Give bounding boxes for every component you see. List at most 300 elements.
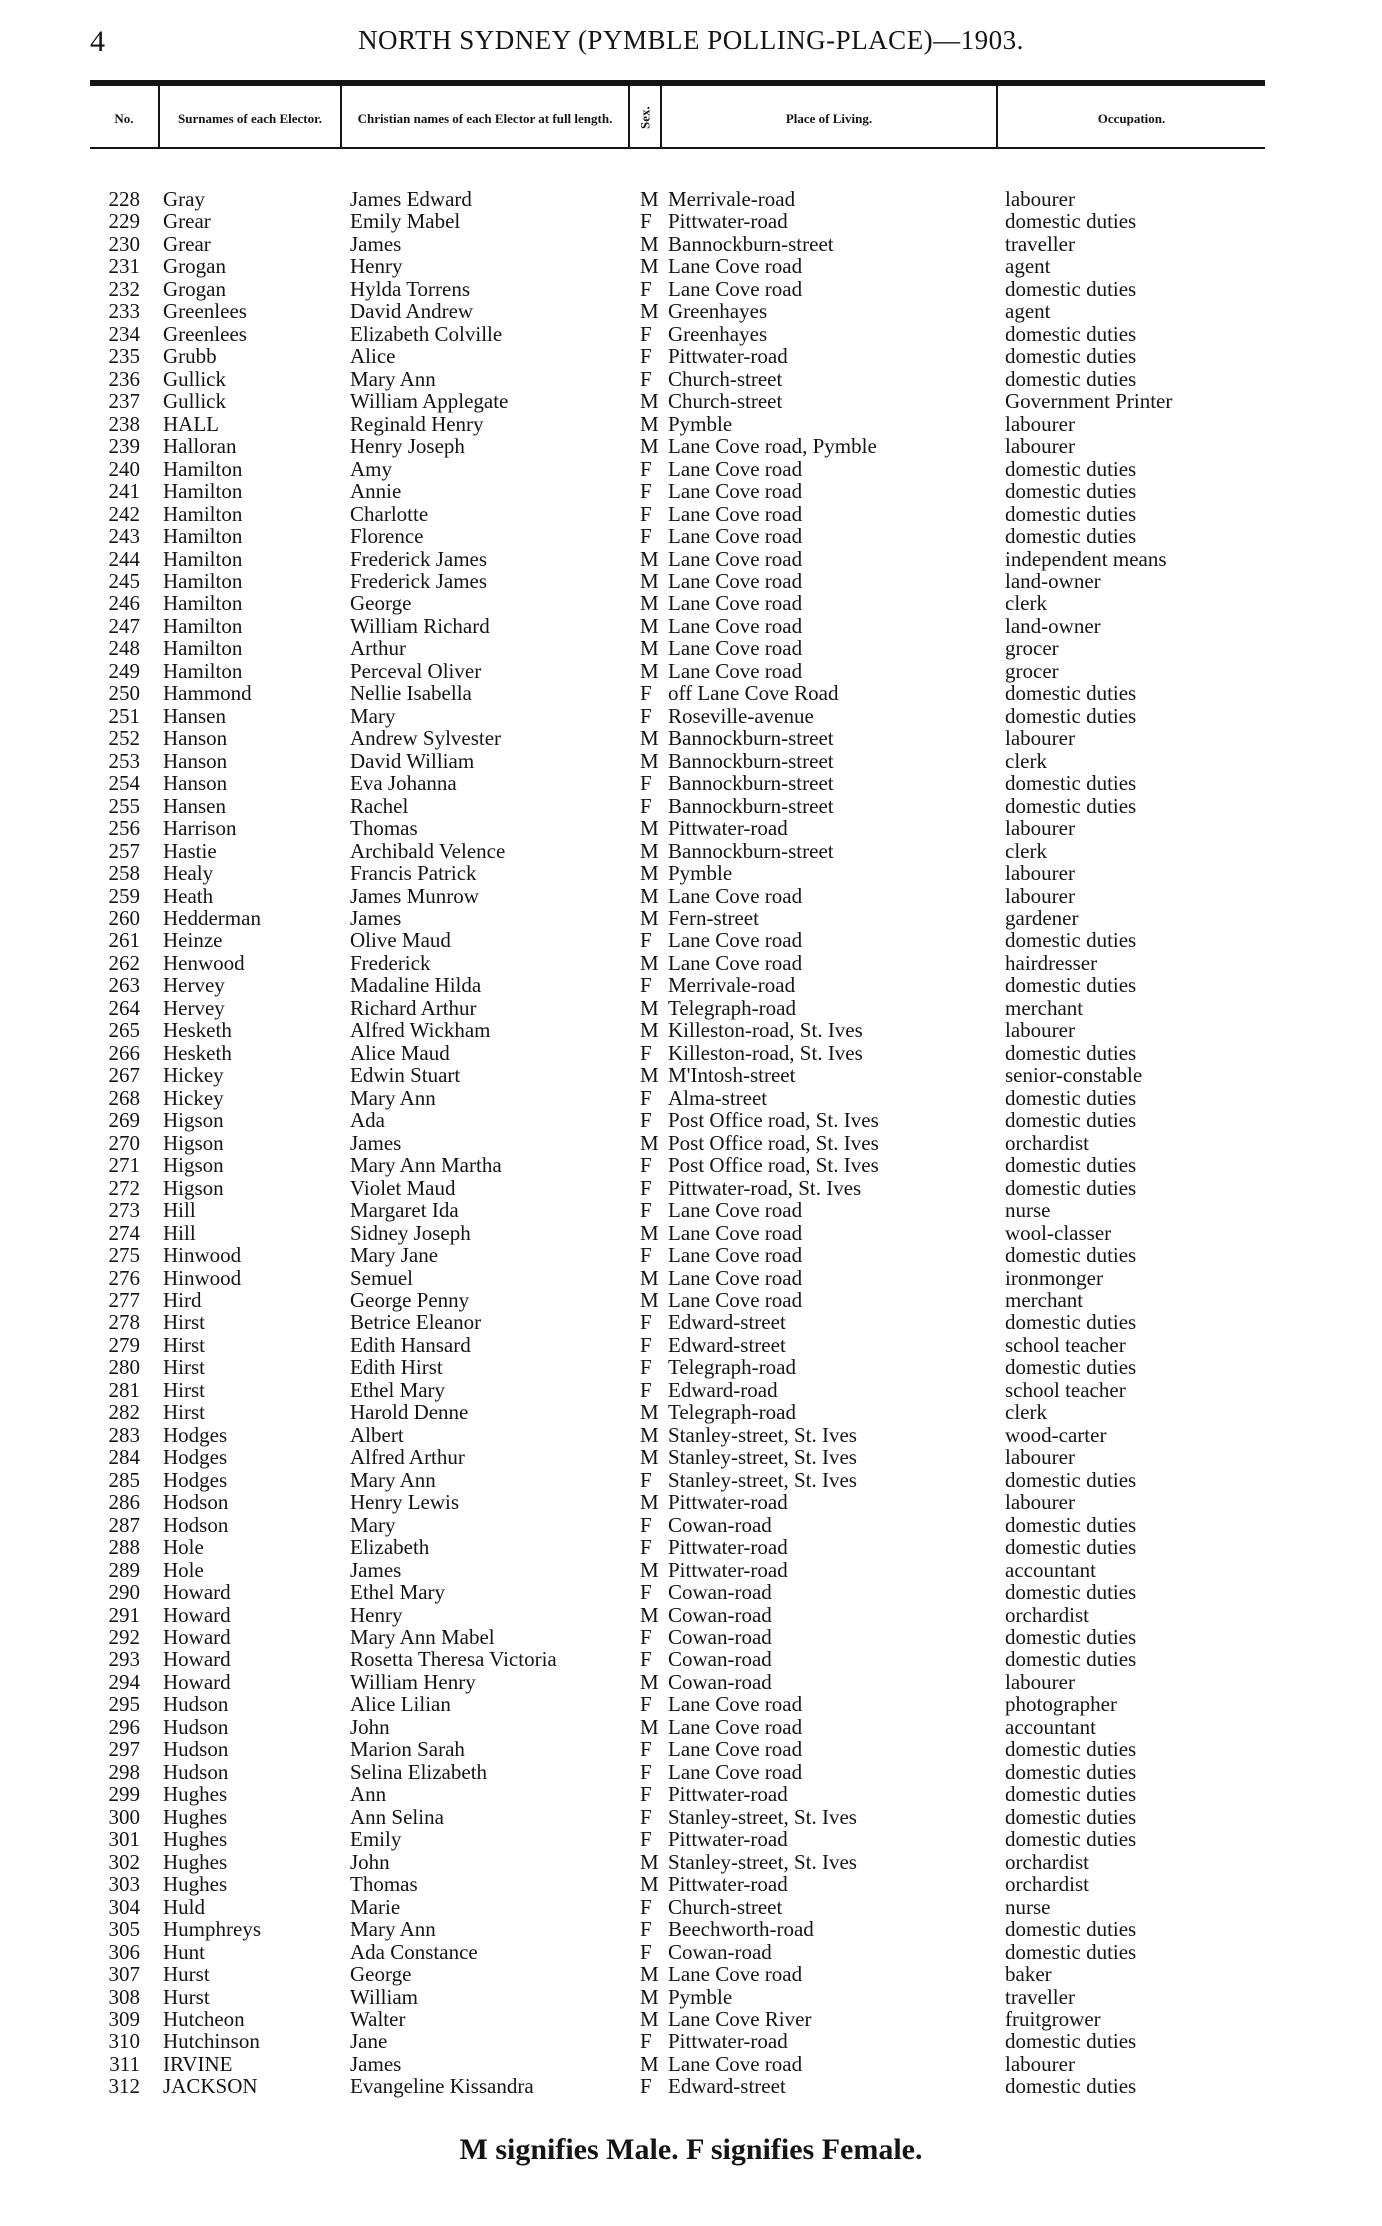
elector-surname: Higson	[163, 1130, 224, 1155]
elector-place-of-living: Pittwater-road	[668, 816, 788, 841]
elector-occupation: clerk	[1005, 1400, 1047, 1425]
elector-christian-names: Rachel	[350, 793, 409, 818]
elector-sex: M	[640, 883, 659, 908]
elector-place-of-living: Church-street	[668, 366, 783, 391]
elector-christian-names: Mary	[350, 1512, 396, 1537]
elector-occupation: school teacher	[1005, 1377, 1126, 1402]
elector-place-of-living: Stanley-street, St. Ives	[668, 1849, 857, 1874]
elector-place-of-living: Edward-street	[668, 2074, 786, 2099]
elector-place-of-living: Edward-street	[668, 1332, 786, 1357]
elector-christian-names: Ann Selina	[350, 1804, 444, 1829]
table-row	[0, 1648, 1382, 1670]
elector-sex: F	[640, 524, 652, 549]
table-row	[0, 323, 1382, 345]
elector-number: 300	[108, 1804, 140, 1829]
elector-occupation: domestic duties	[1005, 524, 1137, 549]
elector-sex: M	[640, 2051, 659, 2076]
elector-occupation: domestic duties	[1005, 1759, 1137, 1784]
elector-place-of-living: Lane Cove road	[668, 1220, 803, 1245]
elector-surname: Hodges	[163, 1445, 228, 1470]
table-row	[0, 974, 1382, 996]
elector-occupation: domestic duties	[1005, 1782, 1137, 1807]
elector-number: 236	[108, 366, 140, 391]
table-row	[0, 615, 1382, 637]
elector-place-of-living: Lane Cove road	[668, 524, 803, 549]
elector-number: 259	[108, 883, 140, 908]
elector-place-of-living: Cowan-road	[668, 1939, 772, 1964]
elector-surname: Hodges	[163, 1422, 228, 1447]
elector-number: 280	[108, 1355, 140, 1380]
elector-place-of-living: Pittwater-road	[668, 1827, 788, 1852]
elector-sex: F	[640, 1782, 652, 1807]
elector-sex: F	[640, 1085, 652, 1110]
elector-number: 279	[108, 1332, 140, 1357]
elector-number: 301	[108, 1827, 140, 1852]
table-row	[0, 1311, 1382, 1333]
elector-surname: Howard	[163, 1602, 231, 1627]
elector-occupation: domestic duties	[1005, 1737, 1137, 1762]
elector-surname: Hirst	[163, 1400, 205, 1425]
elector-number: 294	[108, 1669, 140, 1694]
elector-number: 267	[108, 1063, 140, 1088]
elector-surname: Hervey	[163, 995, 225, 1020]
elector-christian-names: William Richard	[350, 613, 490, 638]
table-row	[0, 1536, 1382, 1558]
elector-occupation: orchardist	[1005, 1602, 1089, 1627]
elector-christian-names: William Henry	[350, 1669, 476, 1694]
elector-place-of-living: Telegraph-road	[668, 995, 796, 1020]
elector-place-of-living: Pittwater-road	[668, 344, 788, 369]
table-row	[0, 1379, 1382, 1401]
elector-surname: Hirst	[163, 1332, 205, 1357]
elector-christian-names: Henry Joseph	[350, 434, 465, 459]
elector-occupation: domestic duties	[1005, 456, 1137, 481]
table-row	[0, 1806, 1382, 1828]
elector-sex: F	[640, 2074, 652, 2099]
elector-place-of-living: Pittwater-road	[668, 209, 788, 234]
elector-sex: F	[640, 1243, 652, 1268]
elector-place-of-living: Lane Cove road, Pymble	[668, 434, 877, 459]
elector-number: 248	[108, 636, 140, 661]
table-row	[0, 682, 1382, 704]
elector-sex: F	[640, 276, 652, 301]
elector-occupation: labourer	[1005, 411, 1075, 436]
elector-surname: Howard	[163, 1580, 231, 1605]
elector-place-of-living: Lane Cove road	[668, 928, 803, 953]
elector-sex: M	[640, 1400, 659, 1425]
elector-place-of-living: Bannockburn-street	[668, 838, 834, 863]
table-row	[0, 413, 1382, 435]
elector-number: 240	[108, 456, 140, 481]
elector-surname: Healy	[163, 861, 214, 886]
elector-christian-names: Francis Patrick	[350, 861, 477, 886]
elector-place-of-living: Bannockburn-street	[668, 231, 834, 256]
elector-christian-names: David William	[350, 748, 475, 773]
elector-christian-names: Alfred Wickham	[350, 1018, 491, 1043]
elector-number: 239	[108, 434, 140, 459]
elector-surname: Hamilton	[163, 613, 243, 638]
elector-surname: Halloran	[163, 434, 237, 459]
elector-place-of-living: Fern-street	[668, 906, 759, 930]
elector-surname: Hurst	[163, 1962, 210, 1987]
elector-number: 290	[108, 1580, 140, 1605]
elector-sex: M	[640, 995, 659, 1020]
elector-place-of-living: Lane Cove road	[668, 546, 803, 571]
elector-number: 256	[108, 816, 140, 841]
elector-occupation: wool-classer	[1005, 1220, 1112, 1245]
elector-number: 269	[108, 1108, 140, 1133]
elector-christian-names: George	[350, 1962, 412, 1987]
elector-surname: Grogan	[163, 254, 226, 279]
elector-surname: Hughes	[163, 1849, 228, 1874]
elector-sex: F	[640, 344, 652, 369]
elector-surname: Hughes	[163, 1782, 228, 1807]
elector-place-of-living: Lane Cove road	[668, 613, 803, 638]
elector-occupation: domestic duties	[1005, 793, 1137, 818]
elector-christian-names: Ethel Mary	[350, 1580, 446, 1605]
elector-number: 297	[108, 1737, 140, 1762]
elector-sex: F	[640, 1198, 652, 1223]
table-row	[0, 503, 1382, 525]
elector-sex: F	[640, 1692, 652, 1717]
elector-place-of-living: Greenhayes	[668, 321, 768, 346]
elector-sex: F	[640, 1377, 652, 1402]
elector-sex: M	[640, 906, 659, 930]
elector-surname: Hird	[163, 1287, 202, 1312]
elector-place-of-living: Lane Cove road	[668, 1759, 803, 1784]
elector-christian-names: Jane	[350, 2029, 388, 2054]
elector-number: 247	[108, 613, 140, 638]
elector-surname: Greenlees	[163, 321, 247, 346]
elector-christian-names: Harold Denne	[350, 1400, 469, 1425]
elector-occupation: domestic duties	[1005, 1804, 1137, 1829]
elector-place-of-living: Lane Cove road	[668, 501, 803, 526]
table-row	[0, 255, 1382, 277]
elector-sex: F	[640, 1467, 652, 1492]
elector-surname: Hill	[163, 1198, 196, 1223]
elector-surname: Hesketh	[163, 1018, 232, 1043]
elector-place-of-living: Stanley-street, St. Ives	[668, 1804, 857, 1829]
elector-surname: Hickey	[163, 1063, 224, 1088]
elector-place-of-living: Alma-street	[668, 1085, 768, 1110]
table-row	[0, 345, 1382, 367]
elector-christian-names: Thomas	[350, 1872, 418, 1897]
elector-number: 309	[108, 2006, 140, 2031]
elector-sex: M	[640, 1714, 659, 1739]
elector-christian-names: Emily Mabel	[350, 209, 461, 234]
elector-place-of-living: Lane Cove road	[668, 1692, 803, 1717]
elector-sex: F	[640, 681, 652, 706]
page-title: NORTH SYDNEY (PYMBLE POLLING-PLACE)—1903.	[358, 25, 1024, 55]
elector-surname: Hinwood	[163, 1243, 242, 1268]
elector-christian-names: Violet Maud	[350, 1175, 456, 1200]
elector-place-of-living: Post Office road, St. Ives	[668, 1130, 879, 1155]
elector-place-of-living: Beechworth-road	[668, 1917, 814, 1942]
elector-surname: Grear	[163, 231, 211, 256]
table-row	[0, 1154, 1382, 1176]
elector-christian-names: Annie	[350, 479, 402, 504]
elector-occupation: labourer	[1005, 726, 1075, 751]
elector-surname: IRVINE	[163, 2051, 233, 2076]
elector-place-of-living: Lane Cove road	[668, 1287, 803, 1312]
elector-christian-names: Mary Ann	[350, 366, 436, 391]
table-row	[0, 1738, 1382, 1760]
elector-occupation: domestic duties	[1005, 1310, 1137, 1335]
table-row	[0, 300, 1382, 322]
elector-number: 262	[108, 950, 140, 975]
elector-christian-names: John	[350, 1714, 390, 1739]
elector-occupation: labourer	[1005, 883, 1075, 908]
elector-sex: F	[640, 479, 652, 504]
elector-number: 308	[108, 1984, 140, 2009]
table-row	[0, 1604, 1382, 1626]
elector-sex: F	[640, 501, 652, 526]
elector-number: 233	[108, 299, 140, 324]
elector-list	[0, 188, 1382, 2098]
elector-surname: Gray	[163, 187, 205, 211]
elector-place-of-living: Stanley-street, St. Ives	[668, 1445, 857, 1470]
elector-number: 282	[108, 1400, 140, 1425]
table-row	[0, 817, 1382, 839]
elector-place-of-living: Greenhayes	[668, 299, 768, 324]
elector-surname: Hamilton	[163, 591, 243, 616]
table-row	[0, 2008, 1382, 2030]
elector-number: 234	[108, 321, 140, 346]
elector-occupation: domestic duties	[1005, 209, 1137, 234]
elector-surname: Hansen	[163, 703, 226, 728]
elector-occupation: labourer	[1005, 1445, 1075, 1470]
table-row	[0, 188, 1382, 210]
elector-occupation: domestic duties	[1005, 1647, 1137, 1672]
elector-place-of-living: M'Intosh-street	[668, 1063, 796, 1088]
elector-occupation: ironmonger	[1005, 1265, 1103, 1290]
table-row	[0, 1671, 1382, 1693]
elector-number: 245	[108, 568, 140, 593]
elector-place-of-living: Pittwater-road	[668, 1557, 788, 1582]
elector-occupation: wood-carter	[1005, 1422, 1107, 1447]
elector-surname: Greenlees	[163, 299, 247, 324]
elector-occupation: Government Printer	[1005, 389, 1173, 414]
table-row	[0, 1019, 1382, 1041]
elector-surname: Hedderman	[163, 906, 261, 930]
elector-sex: F	[640, 1355, 652, 1380]
elector-number: 285	[108, 1467, 140, 1492]
elector-christian-names: Frederick James	[350, 568, 488, 593]
elector-surname: Gullick	[163, 389, 226, 414]
elector-occupation: domestic duties	[1005, 1243, 1137, 1268]
elector-sex: F	[640, 1759, 652, 1784]
elector-christian-names: Emily	[350, 1827, 402, 1852]
table-row	[0, 570, 1382, 592]
elector-number: 295	[108, 1692, 140, 1717]
elector-surname: Hamilton	[163, 501, 243, 526]
table-row	[0, 952, 1382, 974]
table-row	[0, 772, 1382, 794]
elector-occupation: clerk	[1005, 838, 1047, 863]
elector-christian-names: Mary Ann	[350, 1467, 436, 1492]
elector-christian-names: Perceval Oliver	[350, 658, 482, 683]
elector-number: 268	[108, 1085, 140, 1110]
elector-occupation: labourer	[1005, 816, 1075, 841]
elector-sex: F	[640, 703, 652, 728]
elector-christian-names: Hylda Torrens	[350, 276, 471, 301]
table-row	[0, 840, 1382, 862]
elector-number: 296	[108, 1714, 140, 1739]
elector-christian-names: Margaret Ida	[350, 1198, 459, 1223]
table-row	[0, 1716, 1382, 1738]
elector-occupation: labourer	[1005, 2051, 1075, 2076]
elector-number: 305	[108, 1917, 140, 1942]
table-row	[0, 2030, 1382, 2052]
elector-christian-names: Charlotte	[350, 501, 429, 526]
elector-christian-names: Ada Constance	[350, 1939, 478, 1964]
elector-occupation: senior-constable	[1005, 1063, 1143, 1088]
elector-surname: Hole	[163, 1535, 204, 1560]
elector-number: 271	[108, 1153, 140, 1178]
table-row	[0, 997, 1382, 1019]
elector-christian-names: James	[350, 231, 402, 256]
elector-number: 263	[108, 973, 140, 998]
elector-christian-names: Madaline Hilda	[350, 973, 482, 998]
table-row	[0, 1087, 1382, 1109]
elector-sex: M	[640, 861, 659, 886]
elector-place-of-living: Lane Cove road	[668, 568, 803, 593]
elector-occupation: baker	[1005, 1962, 1052, 1987]
elector-place-of-living: Pymble	[668, 1984, 733, 2009]
elector-christian-names: Henry Lewis	[350, 1490, 460, 1515]
elector-surname: Humphreys	[163, 1917, 261, 1942]
elector-surname: Hudson	[163, 1737, 229, 1762]
header-occupation: Occupation.	[1097, 110, 1166, 126]
table-row	[0, 705, 1382, 727]
elector-number: 229	[108, 209, 140, 234]
elector-sex: M	[640, 1962, 659, 1987]
elector-surname: Hurst	[163, 1984, 210, 2009]
elector-occupation: domestic duties	[1005, 973, 1137, 998]
elector-sex: F	[640, 1827, 652, 1852]
elector-number: 286	[108, 1490, 140, 1515]
elector-surname: Hammond	[163, 681, 252, 706]
elector-sex: M	[640, 411, 659, 436]
elector-occupation: photographer	[1005, 1692, 1117, 1717]
elector-occupation: labourer	[1005, 1018, 1075, 1043]
elector-sex: F	[640, 1108, 652, 1133]
elector-surname: Hamilton	[163, 524, 243, 549]
table-row	[0, 1446, 1382, 1468]
elector-christian-names: Andrew Sylvester	[350, 726, 502, 751]
elector-number: 298	[108, 1759, 140, 1784]
header-sex: Sex.	[637, 106, 653, 130]
elector-occupation: domestic duties	[1005, 1085, 1137, 1110]
elector-christian-names: Thomas	[350, 816, 418, 841]
elector-sex: M	[640, 1265, 659, 1290]
elector-number: 257	[108, 838, 140, 863]
elector-surname: Hanson	[163, 726, 228, 751]
elector-number: 232	[108, 276, 140, 301]
table-row	[0, 278, 1382, 300]
elector-sex: M	[640, 748, 659, 773]
elector-sex: F	[640, 1804, 652, 1829]
elector-christian-names: Arthur	[350, 636, 406, 661]
elector-sex: M	[640, 568, 659, 593]
elector-christian-names: Marion Sarah	[350, 1737, 465, 1762]
elector-christian-names: Walter	[350, 2006, 406, 2031]
elector-place-of-living: Cowan-road	[668, 1647, 772, 1672]
table-row	[0, 1851, 1382, 1873]
elector-place-of-living: Edward-street	[668, 1310, 786, 1335]
elector-sex: F	[640, 793, 652, 818]
elector-occupation: domestic duties	[1005, 1355, 1137, 1380]
elector-place-of-living: Lane Cove road	[668, 1198, 803, 1223]
elector-place-of-living: Lane Cove road	[668, 658, 803, 683]
elector-surname: Hinwood	[163, 1265, 242, 1290]
elector-sex: F	[640, 1917, 652, 1942]
elector-surname: Hamilton	[163, 658, 243, 683]
elector-number: 272	[108, 1175, 140, 1200]
elector-number: 283	[108, 1422, 140, 1447]
elector-occupation: nurse	[1005, 1894, 1051, 1919]
elector-place-of-living: Roseville-avenue	[668, 703, 814, 728]
table-row	[0, 1199, 1382, 1221]
elector-surname: Hickey	[163, 1085, 224, 1110]
header-top-rule	[90, 80, 1265, 86]
elector-christian-names: Mary Ann Mabel	[350, 1625, 495, 1649]
elector-occupation: domestic duties	[1005, 1917, 1137, 1942]
elector-christian-names: Frederick	[350, 950, 431, 975]
header-surname: Surnames of each Elector.	[178, 110, 322, 126]
elector-number: 230	[108, 231, 140, 256]
elector-number: 237	[108, 389, 140, 414]
elector-christian-names: Marie	[350, 1894, 401, 1919]
elector-christian-names: Albert	[350, 1422, 404, 1447]
elector-place-of-living: Stanley-street, St. Ives	[668, 1422, 857, 1447]
elector-occupation: domestic duties	[1005, 1939, 1137, 1964]
table-row	[0, 750, 1382, 772]
elector-occupation: land-owner	[1005, 613, 1101, 638]
elector-place-of-living: off Lane Cove Road	[668, 681, 839, 706]
elector-christian-names: Betrice Eleanor	[350, 1310, 482, 1335]
elector-surname: Heinze	[163, 928, 223, 953]
elector-number: 312	[108, 2074, 140, 2099]
elector-place-of-living: Cowan-road	[668, 1602, 772, 1627]
elector-surname: Harrison	[163, 816, 237, 841]
elector-sex: F	[640, 973, 652, 998]
elector-occupation: accountant	[1005, 1714, 1096, 1739]
elector-surname: Grogan	[163, 276, 226, 301]
elector-number: 261	[108, 928, 140, 953]
elector-sex: M	[640, 613, 659, 638]
elector-sex: F	[640, 1737, 652, 1762]
elector-number: 238	[108, 411, 140, 436]
table-row	[0, 1469, 1382, 1491]
elector-sex: M	[640, 1287, 659, 1312]
elector-place-of-living: Pittwater-road	[668, 1782, 788, 1807]
elector-surname: Hamilton	[163, 546, 243, 571]
elector-christian-names: Mary Ann	[350, 1917, 436, 1942]
elector-sex: M	[640, 1602, 659, 1627]
table-row	[0, 1626, 1382, 1648]
elector-christian-names: Edwin Stuart	[350, 1063, 461, 1088]
elector-place-of-living: Lane Cove road	[668, 276, 803, 301]
elector-occupation: labourer	[1005, 861, 1075, 886]
elector-christian-names: David Andrew	[350, 299, 474, 324]
elector-number: 304	[108, 1894, 140, 1919]
table-row	[0, 1177, 1382, 1199]
elector-occupation: domestic duties	[1005, 1625, 1137, 1649]
table-row	[0, 1559, 1382, 1581]
elector-christian-names: Sidney Joseph	[350, 1220, 471, 1245]
elector-christian-names: Mary Ann	[350, 1085, 436, 1110]
